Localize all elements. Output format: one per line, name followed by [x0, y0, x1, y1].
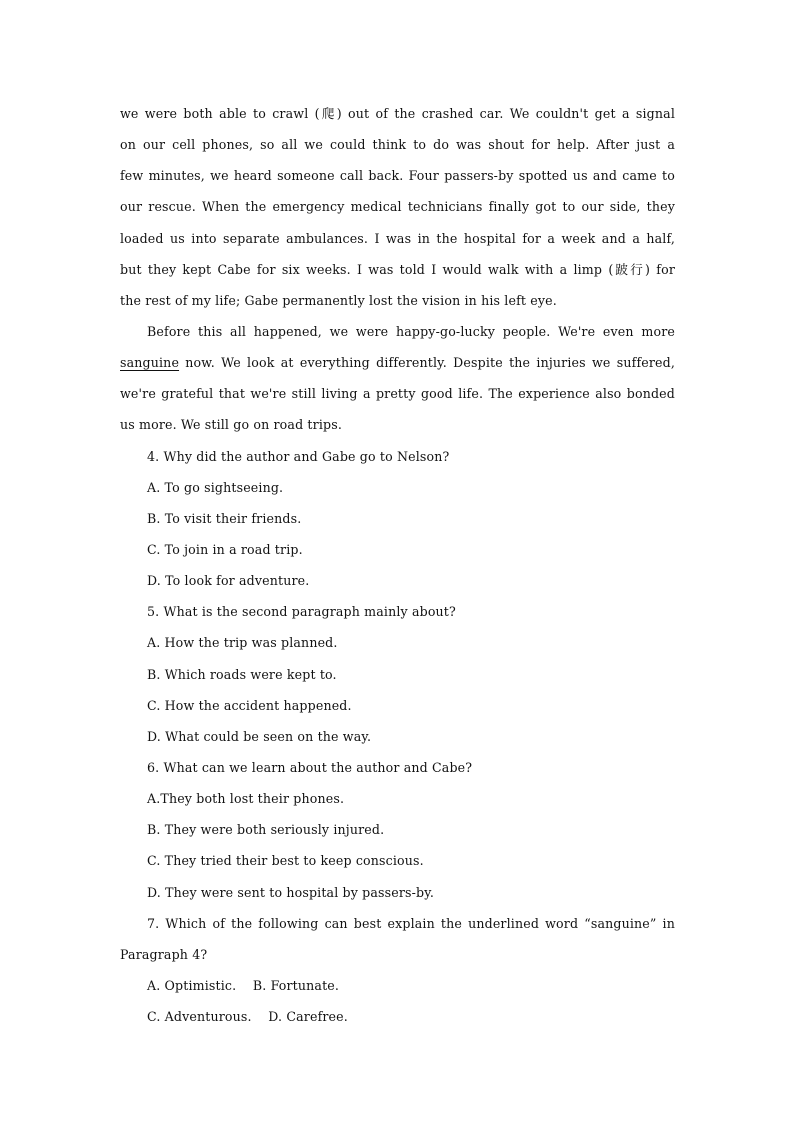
question-6-option-b: B. They were both seriously injured. [147, 822, 385, 838]
question-5-stem: 5. What is the second paragraph mainly about? [147, 604, 456, 620]
paragraph-4-line: Before this all happened, we were happy-go-lucky people. We're even more [147, 323, 675, 339]
question-5-option-d: D. What could be seen on the way. [147, 728, 372, 744]
question-5-option-a: A. How the trip was planned. [147, 635, 338, 651]
question-4-option-b: B. To visit their friends. [147, 510, 302, 526]
paragraph-3-line: we were both able to crawl (爬) out of the crashed car. We couldn't get a signal [120, 106, 675, 121]
question-4-option-d: D. To look for adventure. [147, 573, 310, 589]
paragraph-3-line: few minutes, we heard someone call back. Four passers-by spotted us and came to [120, 168, 675, 184]
question-4-option-a: A. To go sightseeing. [147, 479, 284, 495]
question-7-options-cd: C. Adventurous. D. Carefree. [147, 1009, 348, 1025]
paragraph-4-line: we're grateful that we're still living a pretty good life. The experience also bonded [120, 386, 675, 402]
question-5-option-c: C. How the accident happened. [147, 697, 352, 713]
question-6-option-d: D. They were sent to hospital by passers-by. [147, 884, 435, 900]
underlined-word-sanguine: sanguine [120, 355, 180, 371]
paragraph-3-line: on our cell phones, so all we could think to do was shout for help. After just a [120, 137, 675, 153]
question-7-stem: 7. Which of the following can best explain the underlined word “sanguine” in [147, 915, 675, 931]
paragraph-3-line: but they kept Cabe for six weeks. I was told I would walk with a limp (跛行) for [120, 261, 675, 277]
question-7-options-ab: A. Optimistic. B. Fortunate. [147, 977, 340, 993]
paragraph-3-line: our rescue. When the emergency medical technicians finally got to our side, they [120, 199, 675, 215]
paragraph-4-line: us more. We still go on road trips. [120, 417, 342, 433]
question-5-option-b: B. Which roads were kept to. [147, 666, 337, 682]
question-6-option-c: C. They tried their best to keep conscious. [147, 853, 424, 869]
question-4-option-c: C. To join in a road trip. [147, 541, 303, 557]
passage-and-questions [120, 98, 675, 1032]
question-6-stem: 6. What can we learn about the author and Cabe? [147, 759, 473, 775]
paragraph-3-line: the rest of my life; Gabe permanently lost the vision in his left eye. [120, 292, 557, 308]
question-7-stem-continued: Paragraph 4? [120, 946, 208, 962]
paragraph-4-line-rest: now. We look at everything differently. Despite the injuries we suffered, [179, 355, 675, 371]
question-6-option-a: A.They both lost their phones. [147, 791, 345, 807]
paragraph-3-line: loaded us into separate ambulances. I was in the hospital for a week and a half, [120, 230, 675, 246]
question-4-stem: 4. Why did the author and Gabe go to Nelson? [147, 448, 450, 464]
paragraph-4-line [120, 347, 675, 378]
